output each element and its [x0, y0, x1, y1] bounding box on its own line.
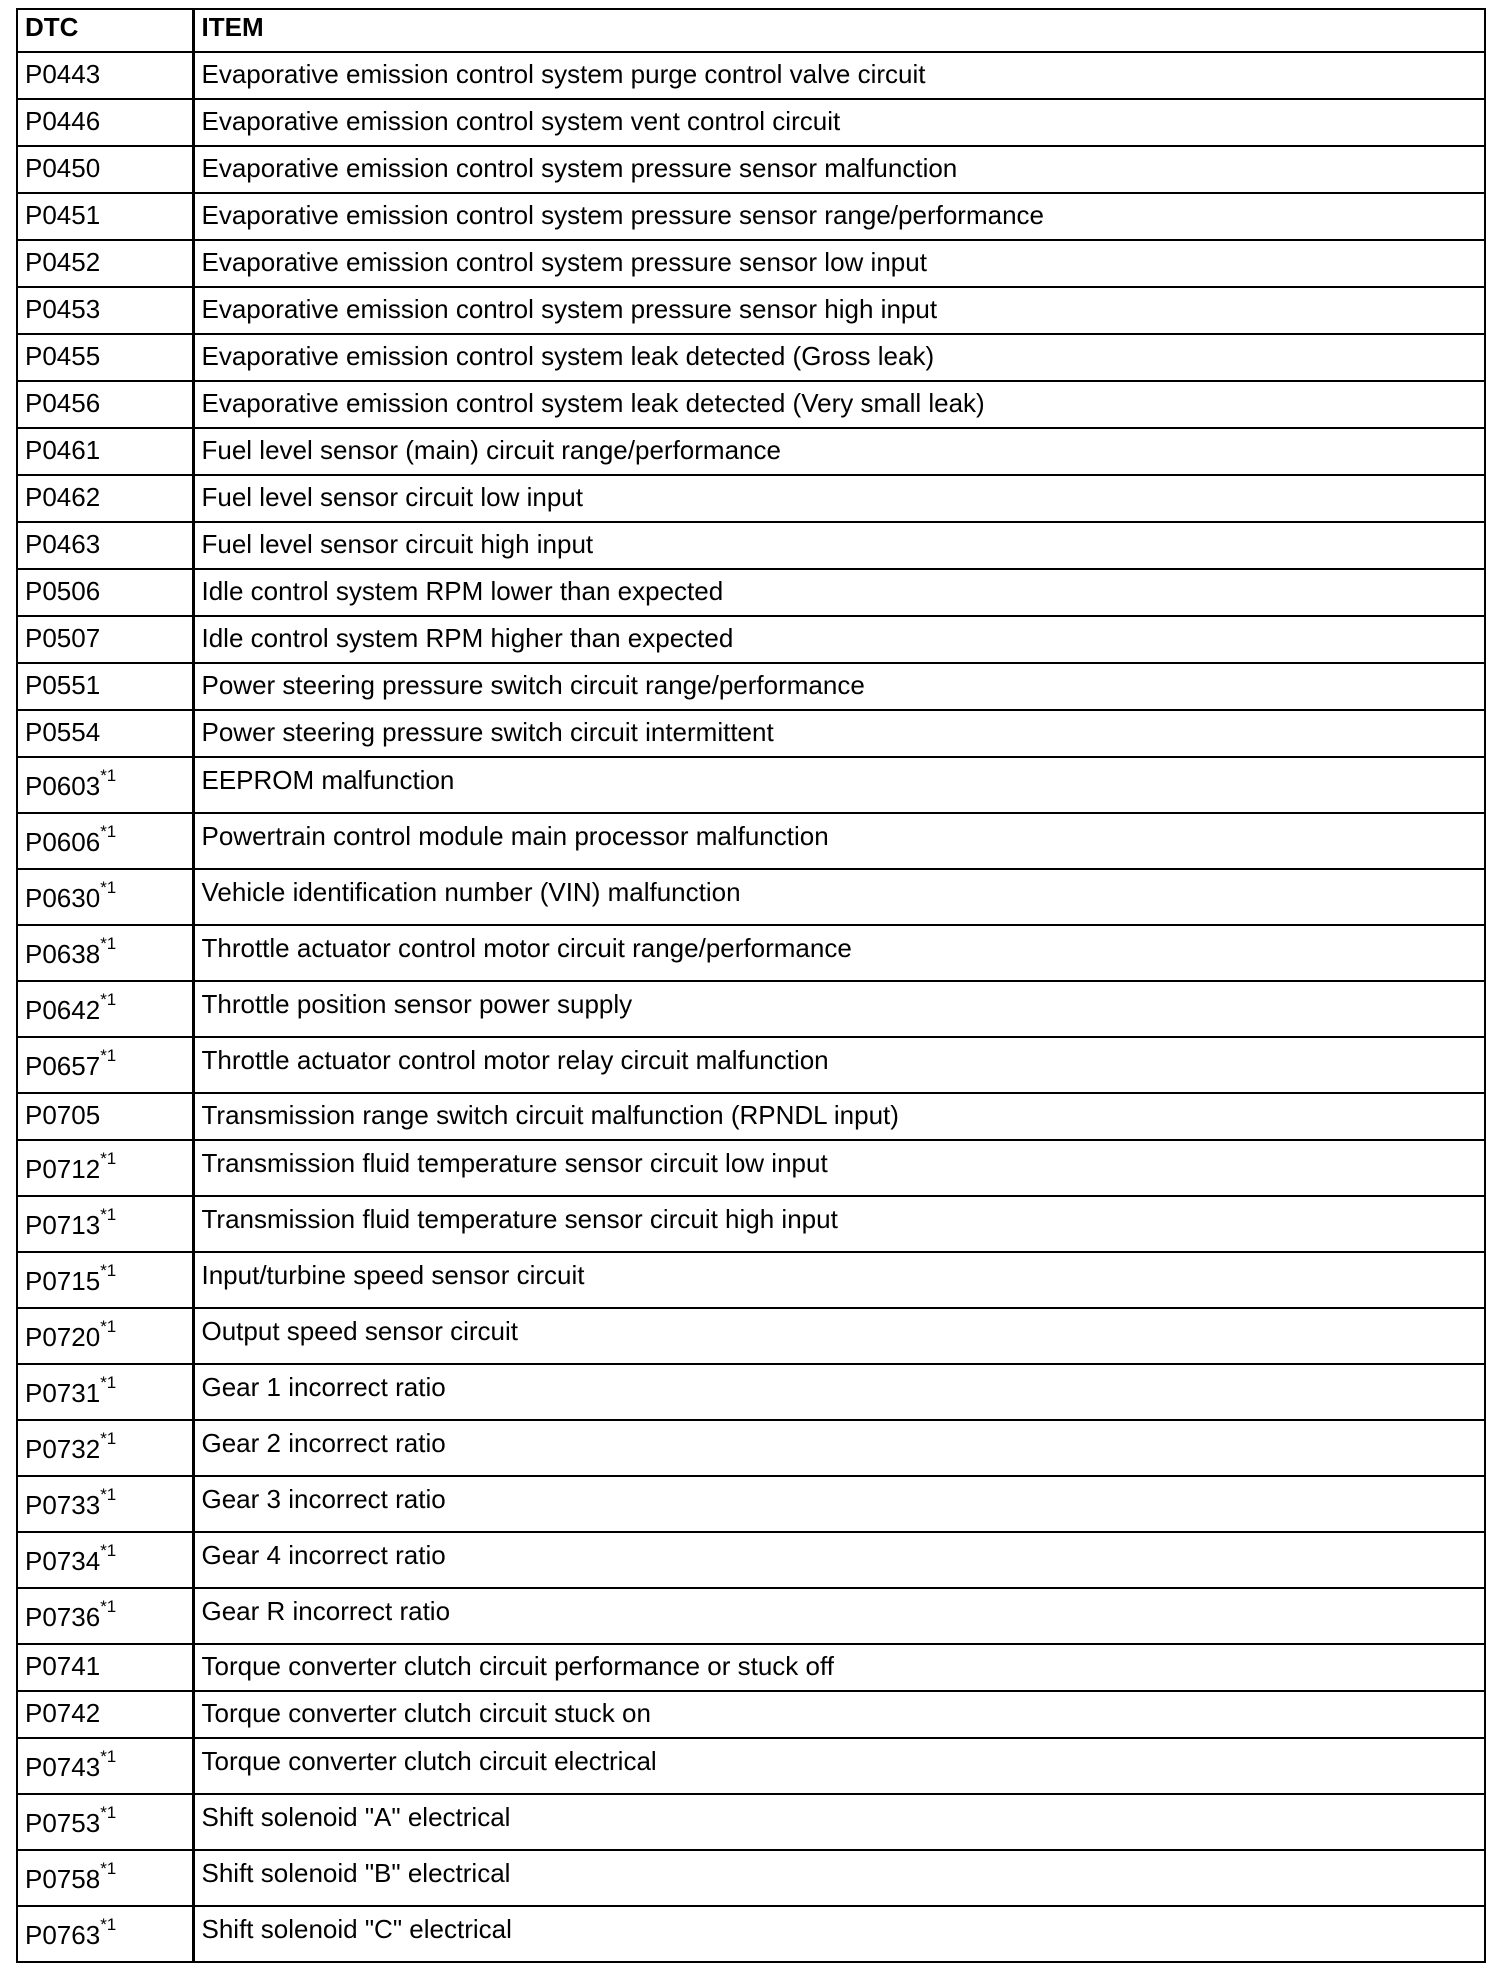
dtc-item-description: Torque converter clutch circuit stuck on — [193, 1691, 1485, 1738]
dtc-code: P0657 — [25, 1051, 101, 1081]
table-row — [17, 1532, 1485, 1588]
dtc-item-description: Vehicle identification number (VIN) malfunction — [193, 869, 1485, 925]
table-row — [17, 1037, 1485, 1093]
footnote-marker: *1 — [100, 1429, 117, 1449]
table-row — [17, 1308, 1485, 1364]
dtc-code-cell — [17, 1364, 193, 1420]
dtc-item-description: Gear 4 incorrect ratio — [193, 1532, 1485, 1588]
dtc-item-description: Gear 2 incorrect ratio — [193, 1420, 1485, 1476]
dtc-item-description: Gear R incorrect ratio — [193, 1588, 1485, 1644]
table-row — [17, 757, 1485, 813]
table-row — [17, 569, 1485, 616]
table-row — [17, 1644, 1485, 1691]
dtc-code-cell — [17, 334, 193, 381]
dtc-code-cell — [17, 1532, 193, 1588]
dtc-code: P0630 — [25, 883, 101, 913]
table-row — [17, 522, 1485, 569]
dtc-item-description: Output speed sensor circuit — [193, 1308, 1485, 1364]
dtc-code: P0443 — [25, 59, 101, 89]
dtc-item-description: Shift solenoid "C" electrical — [193, 1906, 1485, 1962]
dtc-item-description: Throttle position sensor power supply — [193, 981, 1485, 1037]
dtc-code-cell — [17, 869, 193, 925]
dtc-item-description: Throttle actuator control motor relay circuit malfunction — [193, 1037, 1485, 1093]
dtc-code: P0456 — [25, 388, 101, 418]
table-row — [17, 240, 1485, 287]
table-row — [17, 52, 1485, 99]
dtc-item-description: Evaporative emission control system pressure sensor low input — [193, 240, 1485, 287]
footnote-marker: *1 — [100, 1205, 117, 1225]
footnote-marker: *1 — [100, 878, 117, 898]
header-item: ITEM — [193, 9, 1485, 52]
dtc-code-cell — [17, 381, 193, 428]
dtc-code: P0715 — [25, 1266, 101, 1296]
table-row — [17, 334, 1485, 381]
dtc-code-cell — [17, 1691, 193, 1738]
footnote-marker: *1 — [100, 1373, 117, 1393]
table-row — [17, 813, 1485, 869]
dtc-code: P0736 — [25, 1602, 101, 1632]
dtc-code-cell — [17, 240, 193, 287]
dtc-item-description: Evaporative emission control system pressure sensor malfunction — [193, 146, 1485, 193]
dtc-item-description: Power steering pressure switch circuit range/performance — [193, 663, 1485, 710]
table-row — [17, 1850, 1485, 1906]
dtc-code: P0642 — [25, 995, 101, 1025]
table-row — [17, 1691, 1485, 1738]
table-body — [17, 52, 1485, 1962]
dtc-code-cell — [17, 813, 193, 869]
dtc-code-cell — [17, 1196, 193, 1252]
dtc-code: P0733 — [25, 1490, 101, 1520]
table-header-row — [17, 9, 1485, 52]
table-row — [17, 146, 1485, 193]
table-row — [17, 925, 1485, 981]
dtc-item-description: Powertrain control module main processor malfunction — [193, 813, 1485, 869]
table-row — [17, 663, 1485, 710]
dtc-code-cell — [17, 981, 193, 1037]
dtc-code-cell — [17, 1093, 193, 1140]
table-row — [17, 428, 1485, 475]
dtc-code: P0638 — [25, 939, 101, 969]
table-row — [17, 1420, 1485, 1476]
table-row — [17, 1093, 1485, 1140]
table-row — [17, 710, 1485, 757]
table-row — [17, 981, 1485, 1037]
dtc-code: P0463 — [25, 529, 101, 559]
dtc-code: P0734 — [25, 1546, 101, 1576]
dtc-code: P0462 — [25, 482, 101, 512]
dtc-code: P0753 — [25, 1808, 101, 1838]
footnote-marker: *1 — [100, 1915, 117, 1935]
dtc-code-cell — [17, 99, 193, 146]
header-dtc: DTC — [17, 9, 193, 52]
dtc-code: P0506 — [25, 576, 101, 606]
footnote-marker: *1 — [100, 766, 117, 786]
dtc-code-cell — [17, 1476, 193, 1532]
dtc-item-description: Transmission range switch circuit malfunction (RPNDL input) — [193, 1093, 1485, 1140]
dtc-code: P0731 — [25, 1378, 101, 1408]
table-row — [17, 1906, 1485, 1962]
dtc-code: P0554 — [25, 717, 101, 747]
dtc-code: P0741 — [25, 1651, 101, 1681]
dtc-code: P0603 — [25, 771, 101, 801]
dtc-code-cell — [17, 428, 193, 475]
dtc-item-description: Evaporative emission control system purge control valve circuit — [193, 52, 1485, 99]
table-row — [17, 1196, 1485, 1252]
footnote-marker: *1 — [100, 1261, 117, 1281]
dtc-item-description: Fuel level sensor (main) circuit range/performance — [193, 428, 1485, 475]
table-row — [17, 193, 1485, 240]
dtc-item-description: Transmission fluid temperature sensor circuit low input — [193, 1140, 1485, 1196]
dtc-code: P0446 — [25, 106, 101, 136]
table-row — [17, 381, 1485, 428]
dtc-code-cell — [17, 757, 193, 813]
table-row — [17, 1140, 1485, 1196]
dtc-code: P0507 — [25, 623, 101, 653]
dtc-code-cell — [17, 475, 193, 522]
dtc-code: P0450 — [25, 153, 101, 183]
dtc-item-description: Fuel level sensor circuit high input — [193, 522, 1485, 569]
footnote-marker: *1 — [100, 990, 117, 1010]
dtc-code: P0713 — [25, 1210, 101, 1240]
table-row — [17, 1364, 1485, 1420]
footnote-marker: *1 — [100, 1597, 117, 1617]
dtc-code: P0763 — [25, 1920, 101, 1950]
dtc-code-cell — [17, 710, 193, 757]
dtc-code-cell — [17, 522, 193, 569]
dtc-code: P0606 — [25, 827, 101, 857]
footnote-marker: *1 — [100, 1747, 117, 1767]
dtc-item-description: Gear 3 incorrect ratio — [193, 1476, 1485, 1532]
dtc-code-cell — [17, 1906, 193, 1962]
dtc-code: P0720 — [25, 1322, 101, 1352]
dtc-code: P0758 — [25, 1864, 101, 1894]
dtc-item-description: Torque converter clutch circuit performance or stuck off — [193, 1644, 1485, 1691]
dtc-item-description: Evaporative emission control system pressure sensor range/performance — [193, 193, 1485, 240]
dtc-item-description: Power steering pressure switch circuit intermittent — [193, 710, 1485, 757]
dtc-item-description: Gear 1 incorrect ratio — [193, 1364, 1485, 1420]
dtc-item-description: Evaporative emission control system vent control circuit — [193, 99, 1485, 146]
footnote-marker: *1 — [100, 1485, 117, 1505]
dtc-code: P0452 — [25, 247, 101, 277]
table-row — [17, 616, 1485, 663]
table-row — [17, 1252, 1485, 1308]
dtc-item-description: Throttle actuator control motor circuit range/performance — [193, 925, 1485, 981]
dtc-item-description: Torque converter clutch circuit electrical — [193, 1738, 1485, 1794]
table-row — [17, 1738, 1485, 1794]
dtc-code-cell — [17, 1738, 193, 1794]
dtc-code: P0732 — [25, 1434, 101, 1464]
dtc-code: P0455 — [25, 341, 101, 371]
dtc-code: P0451 — [25, 200, 101, 230]
footnote-marker: *1 — [100, 1541, 117, 1561]
dtc-code-cell — [17, 1588, 193, 1644]
table-row — [17, 475, 1485, 522]
dtc-code: P0461 — [25, 435, 101, 465]
dtc-table — [16, 8, 1486, 1963]
dtc-code-cell — [17, 52, 193, 99]
dtc-item-description: Shift solenoid "A" electrical — [193, 1794, 1485, 1850]
table-row — [17, 869, 1485, 925]
dtc-item-description: Idle control system RPM higher than expected — [193, 616, 1485, 663]
dtc-item-description: Evaporative emission control system pressure sensor high input — [193, 287, 1485, 334]
dtc-code-cell — [17, 1794, 193, 1850]
dtc-code-cell — [17, 616, 193, 663]
footnote-marker: *1 — [100, 822, 117, 842]
dtc-code-cell — [17, 146, 193, 193]
dtc-code: P0551 — [25, 670, 101, 700]
dtc-code-cell — [17, 1644, 193, 1691]
dtc-item-description: Transmission fluid temperature sensor circuit high input — [193, 1196, 1485, 1252]
dtc-code: P0712 — [25, 1154, 101, 1184]
dtc-item-description: Fuel level sensor circuit low input — [193, 475, 1485, 522]
footnote-marker: *1 — [100, 1803, 117, 1823]
dtc-code: P0743 — [25, 1752, 101, 1782]
table-row — [17, 1794, 1485, 1850]
dtc-item-description: EEPROM malfunction — [193, 757, 1485, 813]
dtc-item-description: Shift solenoid "B" electrical — [193, 1850, 1485, 1906]
dtc-code-cell — [17, 925, 193, 981]
table-row — [17, 99, 1485, 146]
dtc-code-cell — [17, 569, 193, 616]
dtc-code-cell — [17, 193, 193, 240]
dtc-code-cell — [17, 1037, 193, 1093]
dtc-code-cell — [17, 663, 193, 710]
footnote-marker: *1 — [100, 1149, 117, 1169]
dtc-code-cell — [17, 1140, 193, 1196]
dtc-code: P0742 — [25, 1698, 101, 1728]
dtc-code-cell — [17, 287, 193, 334]
table-row — [17, 287, 1485, 334]
footnote-marker: *1 — [100, 1046, 117, 1066]
dtc-item-description: Input/turbine speed sensor circuit — [193, 1252, 1485, 1308]
dtc-item-description: Evaporative emission control system leak detected (Gross leak) — [193, 334, 1485, 381]
table-row — [17, 1588, 1485, 1644]
dtc-code-cell — [17, 1850, 193, 1906]
footnote-marker: *1 — [100, 1317, 117, 1337]
dtc-code-cell — [17, 1252, 193, 1308]
dtc-code: P0705 — [25, 1100, 101, 1130]
footnote-marker: *1 — [100, 934, 117, 954]
footnote-marker: *1 — [100, 1859, 117, 1879]
dtc-code-cell — [17, 1420, 193, 1476]
dtc-item-description: Evaporative emission control system leak detected (Very small leak) — [193, 381, 1485, 428]
dtc-code-cell — [17, 1308, 193, 1364]
dtc-code: P0453 — [25, 294, 101, 324]
table-row — [17, 1476, 1485, 1532]
dtc-item-description: Idle control system RPM lower than expected — [193, 569, 1485, 616]
